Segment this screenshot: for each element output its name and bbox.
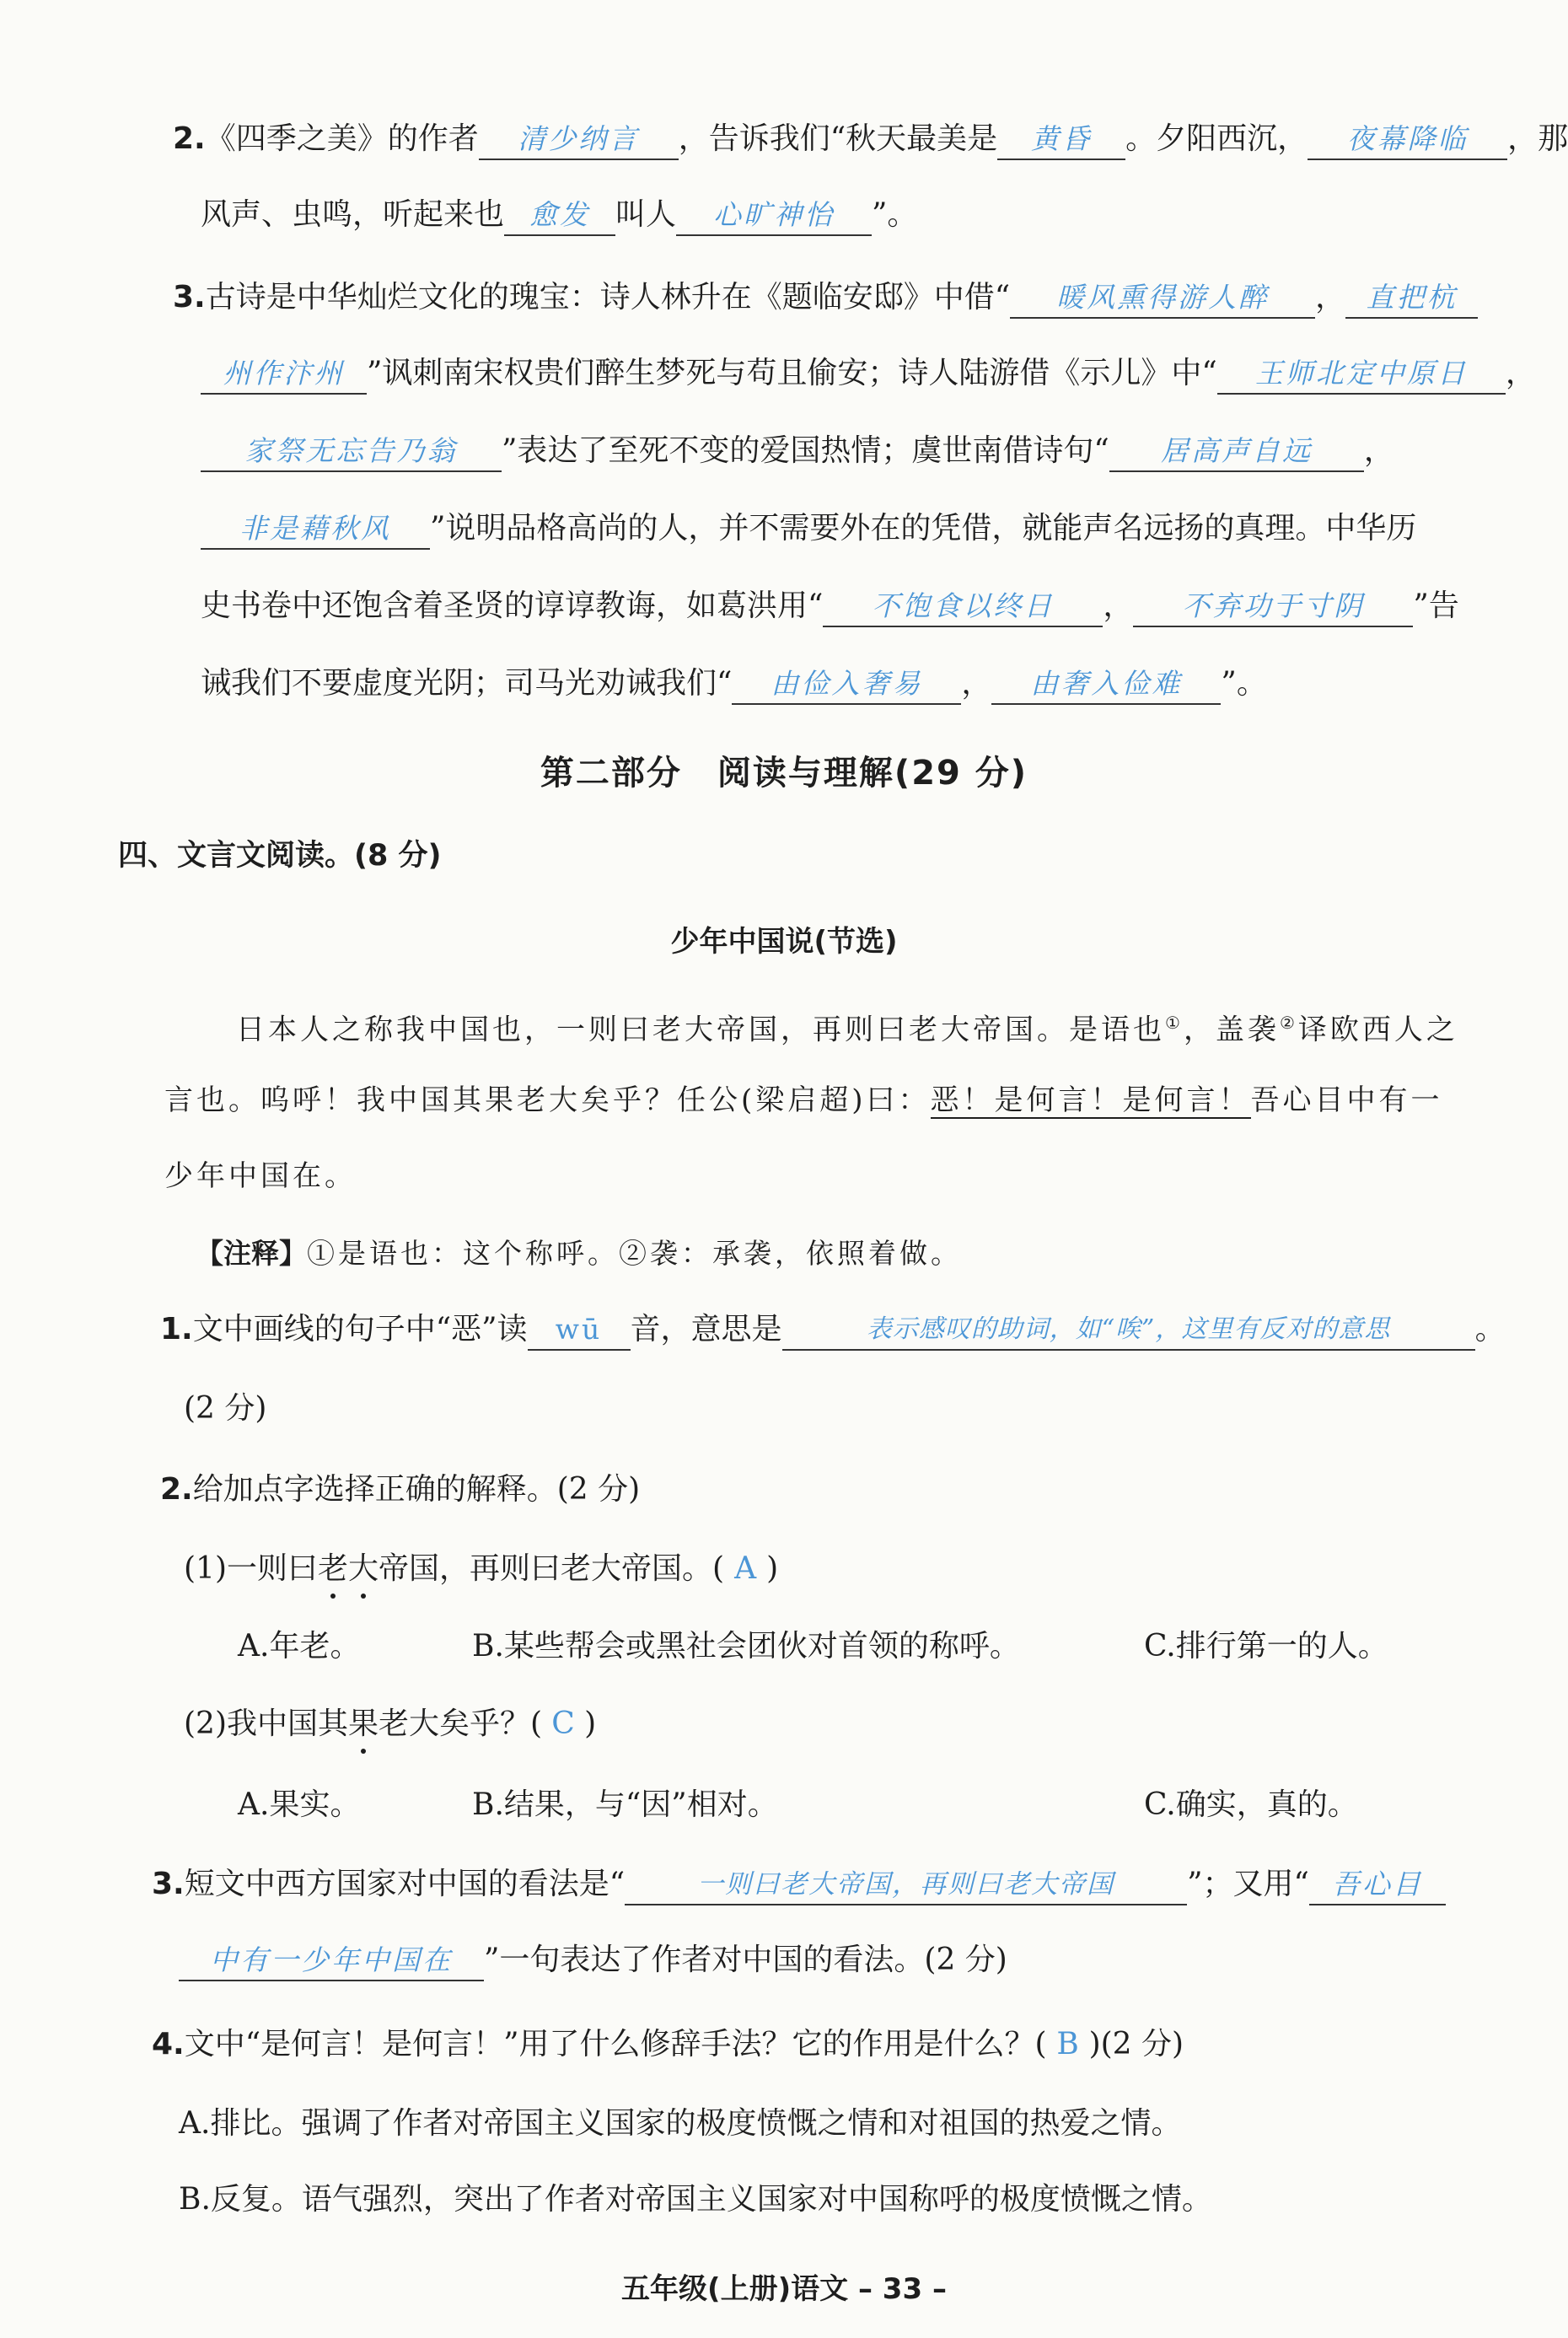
q3-text-5: ”表达了至死不变的爱国热情；虞世南借诗句“: [502, 433, 1109, 468]
section-4-heading: 四、文言文阅读。(8 分): [118, 839, 442, 873]
passage-text-1: 日本人之称我中国也，一则曰老大帝国，再则曰老大帝国。是语也: [236, 1013, 1165, 1047]
s3-number: 3.: [152, 1867, 185, 1901]
q3-line-4: [201, 508, 1568, 551]
s1-text-3: 。: [1474, 1312, 1506, 1346]
s4-answer: B: [1056, 2027, 1079, 2061]
q3-answer-1: 暖风熏得游人醉: [1010, 278, 1315, 319]
s2-item-2-close: ): [584, 1706, 597, 1741]
passage-line-3: 少年中国在。: [164, 1159, 357, 1193]
s2-item-1-close: ): [766, 1551, 779, 1586]
s2-item-1-pre: (1)一则曰: [184, 1551, 318, 1586]
s3-text-3: ”一句表达了作者对中国的看法。(2 分): [484, 1943, 1007, 1977]
s3-answer-2b: 中有一少年中国在: [179, 1941, 484, 1981]
q2-line-1: [173, 118, 1568, 162]
notes-text: ①是语也：这个称呼。②袭：承袭，依照着做。: [307, 1237, 962, 1270]
s4-text-1: 文中“是何言！是何言！”用了什么修辞手法？它的作用是什么？(: [184, 2027, 1047, 2061]
s1-answer-pinyin: wū: [528, 1310, 631, 1351]
s1-number: 1.: [160, 1312, 193, 1346]
s2-item-2-pre: (2)我中国其: [184, 1706, 348, 1741]
passage-line-1: [236, 1002, 1568, 1045]
q3-line-6: [201, 663, 1568, 707]
q3-text-12: ，: [961, 666, 992, 701]
s2-item-2-option-c: C.确实，真的。: [1144, 1787, 1358, 1822]
s3-answer-west-view: 一则曰老大帝国，再则曰老大帝国: [625, 1865, 1187, 1905]
q3-text-13: ”。: [1221, 666, 1267, 701]
q2-text-6: 叫人: [615, 197, 677, 232]
q3-answer-2a: 直把杭: [1345, 278, 1478, 319]
q3-text-9: ，: [1103, 589, 1134, 623]
note-ref-2: ②: [1279, 1013, 1298, 1033]
q2-answer-night: 夜幕降临: [1308, 120, 1507, 160]
s2-number: 2.: [160, 1472, 193, 1507]
q3-number: 3.: [173, 280, 206, 314]
s3-line-2: [179, 1939, 1568, 1983]
s2-item-1-options: [238, 1626, 1568, 1669]
q2-answer-author: 清少纳言: [479, 120, 679, 160]
part-two-title: 第二部分 阅读与理解(29 分): [540, 754, 1028, 793]
s4-number: 4.: [152, 2027, 185, 2061]
q3-answer-10: 由奢入俭难: [991, 664, 1221, 705]
s2-item-2-option-a: A.果实。: [238, 1787, 361, 1822]
s2-item-1-option-b: B.某些帮会或黑社会团伙对首领的称呼。: [472, 1629, 1020, 1663]
q3-answer-7: 不饱食以终日: [823, 587, 1103, 627]
s4-text-2: )(2 分): [1088, 2027, 1184, 2061]
s4-option-b: B.反复。语气强烈，突出了作者对帝国主义国家对中国称呼的极度愤慨之情。: [179, 2182, 1212, 2217]
s2-item-1-option-a: A.年老。: [238, 1629, 361, 1663]
q2-answer-dusk: 黄昏: [997, 120, 1125, 160]
underlined-sentence: 恶！是何言！是何言！: [930, 1083, 1251, 1117]
q2-answer-more: 愈发: [504, 196, 615, 236]
q3-text-8: 史书卷中还饱含着圣贤的谆谆教诲，如葛洪用“: [201, 589, 824, 623]
q3-text-10: ”告: [1413, 589, 1459, 623]
q3-line-2: [201, 352, 1568, 396]
passage-text-2a: 言也。呜呼！我中国其果老大矣乎？任公(梁启超)曰：: [164, 1083, 931, 1117]
q3-line-1: [173, 277, 1568, 320]
q3-answer-3: 王师北定中原日: [1217, 354, 1506, 395]
passage-text-1b: ，盖袭: [1183, 1013, 1280, 1047]
s3-answer-2a: 吾心目: [1309, 1865, 1446, 1905]
q3-text-4: ，: [1505, 356, 1536, 390]
q3-text-2: ，: [1315, 280, 1346, 314]
q2-number: 2.: [173, 121, 206, 156]
q3-answer-5: 居高声自远: [1109, 432, 1364, 472]
q3-answer-6: 非是藉秋风: [201, 509, 430, 550]
dotted-char-guo: 果: [348, 1703, 379, 1745]
dotted-char-lao: 老: [318, 1548, 348, 1590]
s2-item-2-post: 老大矣乎？(: [379, 1706, 543, 1741]
s1-score: (2 分): [184, 1391, 267, 1426]
s2-item-1: [184, 1548, 1568, 1592]
q3-text-3: ”讽刺南宋权贵们醉生梦死与苟且偷安；诗人陆游借《示儿》中“: [367, 356, 1217, 390]
q2-text-7: ”。: [872, 197, 918, 232]
q3-answer-9: 由俭入奢易: [732, 664, 961, 705]
q2-text-4: ，那: [1507, 121, 1568, 156]
s1-text-1: 文中画线的句子中“恶”读: [192, 1312, 528, 1346]
notes-line: [196, 1233, 1568, 1276]
q3-line-5: [201, 585, 1568, 629]
note-ref-1: ①: [1165, 1013, 1184, 1033]
q3-text-6: ，: [1363, 433, 1394, 468]
s1-line-1: [160, 1309, 1568, 1352]
s3-line-1: [152, 1863, 1568, 1907]
q2-text-1: 《四季之美》的作者: [205, 121, 479, 156]
q3-text-11: 诫我们不要虚度光阴；司马光劝诫我们“: [201, 666, 733, 701]
s2-item-2-option-b: B.结果，与“因”相对。: [472, 1787, 778, 1822]
q2-text-3: 。夕阳西沉，: [1125, 121, 1308, 156]
q3-answer-4: 家祭无忘告乃翁: [201, 432, 502, 472]
dotted-char-da: 大: [348, 1548, 379, 1590]
s4-stem-line: [152, 2024, 1568, 2067]
s3-text-2: ”；又用“: [1187, 1867, 1309, 1901]
s3-text-1: 短文中西方国家对中国的看法是“: [184, 1867, 626, 1901]
s1-answer-meaning: 表示感叹的助词，如“唉”，这里有反对的意思: [782, 1310, 1475, 1351]
q3-text-1: 古诗是中华灿烂文化的瑰宝：诗人林升在《题临安邸》中借“: [205, 280, 1011, 314]
s2-item-2: [184, 1703, 1568, 1747]
q2-text-5: 风声、虫鸣，听起来也: [201, 197, 505, 232]
page-footer: 五年级(上册)语文 – 33 –: [621, 2272, 947, 2306]
s2-stem: 给加点字选择正确的解释。(2 分): [192, 1472, 641, 1507]
q3-answer-8: 不弃功于寸阴: [1133, 587, 1413, 627]
q2-text-2: ，告诉我们“秋天最美是: [678, 121, 998, 156]
q3-answer-2b: 州作汴州: [201, 354, 367, 395]
notes-label: 【注释】: [196, 1237, 307, 1270]
q3-line-3: [201, 430, 1568, 474]
passage-line-2: [164, 1079, 1568, 1123]
passage-text-1c: 译欧西人之: [1297, 1013, 1458, 1047]
s2-item-1-option-c: C.排行第一的人。: [1144, 1629, 1388, 1663]
s2-stem-line: [160, 1469, 1568, 1513]
s4-option-a: A.排比。强调了作者对帝国主义国家的极度愤慨之情和对祖国的热爱之情。: [179, 2106, 1182, 2141]
s2-item-2-answer: C: [551, 1706, 575, 1741]
s2-item-1-post: 帝国，再则曰老大帝国。(: [379, 1551, 725, 1586]
s2-item-1-answer: A: [734, 1551, 757, 1586]
q2-line-2: [201, 194, 1568, 238]
s1-text-2: 音，意思是: [630, 1312, 782, 1346]
q2-answer-joy: 心旷神怡: [676, 196, 872, 236]
passage-text-2b: 吾心目中有一: [1250, 1083, 1443, 1117]
q3-text-7: ”说明品格高尚的人，并不需要外在的凭借，就能声名远扬的真理。中华历: [430, 511, 1417, 546]
s2-item-2-options: [238, 1784, 1568, 1828]
classical-text-title: 少年中国说(节选): [670, 925, 898, 959]
